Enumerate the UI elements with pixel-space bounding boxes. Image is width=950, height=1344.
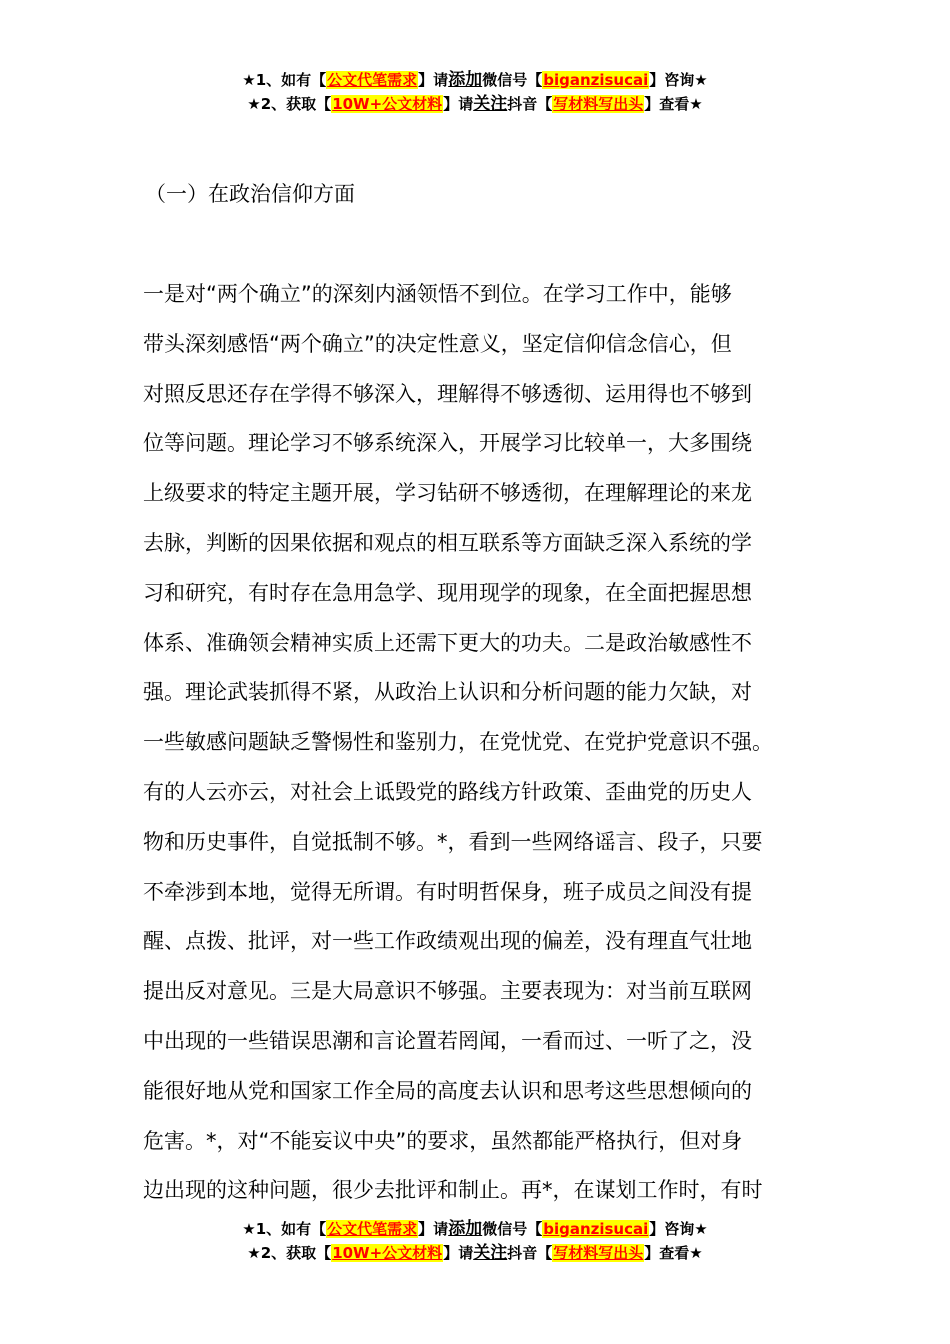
banner-emphasis: 关注: [473, 1243, 508, 1263]
body-line: 一是对“两个确立”的深刻内涵领悟不到位。在学习工作中，能够: [143, 282, 732, 306]
banner-highlight: 10W+公文材料: [332, 1244, 443, 1262]
banner-line-2: [0, 1241, 950, 1265]
body-line: 不牵涉到本地，觉得无所谓。有时明哲保身，班子成员之间没有提: [143, 879, 752, 904]
banner-line-1: [0, 68, 950, 92]
banner-highlight: 写材料写出头: [553, 1244, 644, 1262]
body-line: 边出现的这种问题，很少去批评和制止。再*，在谋划工作时，有时: [143, 1178, 763, 1203]
banner-highlight: biganzisucai: [543, 71, 649, 89]
banner-highlight: 公文代笔需求: [327, 71, 418, 89]
banner-highlight: biganzisucai: [543, 1220, 649, 1238]
body-paragraph: [143, 270, 823, 1216]
body-line: 对照反思还存在学得不够深入，理解得不够透彻、运用得也不够到: [143, 381, 752, 406]
banner-text: 】咨询★: [649, 71, 708, 89]
banner-text: ★2、获取【: [247, 95, 332, 113]
banner-text: 】请: [443, 1244, 474, 1262]
banner-text: 】查看★: [644, 1244, 703, 1262]
banner-line-1: [0, 1217, 950, 1241]
header-banner: [0, 68, 950, 116]
banner-text: 微信号【: [482, 71, 543, 89]
footer-banner: [0, 1217, 950, 1265]
body-line: 危害。*，对“不能妄议中央”的要求，虽然都能严格执行，但对身: [143, 1128, 743, 1153]
body-line: 习和研究，有时存在急用急学、现用现学的现象，在全面把握思想: [143, 580, 752, 605]
banner-text: ★1、如有【: [242, 71, 327, 89]
body-line: 强。理论武装抓得不紧，从政治上认识和分析问题的能力欠缺，对: [143, 680, 752, 705]
body-line: 带头深刻感悟“两个确立”的决定性意义，坚定信仰信念信心，但: [143, 331, 732, 356]
body-line: 位等问题。理论学习不够系统深入，开展学习比较单一，大多围绕: [143, 431, 752, 456]
banner-highlight: 写材料写出头: [553, 95, 644, 113]
body-line: 中出现的一些错误思潮和言论置若罔闻，一看而过、一听了之，没: [143, 1028, 752, 1053]
banner-text: ★2、获取【: [247, 1244, 332, 1262]
banner-emphasis: 添加: [448, 1219, 483, 1239]
banner-emphasis: 添加: [448, 70, 483, 90]
section-heading: （一）在政治信仰方面: [145, 182, 355, 206]
body-line: 体系、准确领会精神实质上还需下更大的功夫。二是政治敏感性不: [143, 630, 752, 655]
banner-highlight: 10W+公文材料: [332, 95, 443, 113]
body-line: 去脉，判断的因果依据和观点的相互联系等方面缺乏深入系统的学: [143, 530, 752, 555]
body-line: 能很好地从党和国家工作全局的高度去认识和思考这些思想倾向的: [143, 1078, 752, 1103]
body-line: 一些敏感问题缺乏警惕性和鉴别力，在党忧党、在党护党意识不强。: [143, 730, 773, 755]
banner-highlight: 公文代笔需求: [327, 1220, 418, 1238]
banner-text: 抖音【: [507, 95, 553, 113]
banner-text: 】请: [418, 1220, 449, 1238]
banner-emphasis: 关注: [473, 94, 508, 114]
body-line: 提出反对意见。三是大局意识不够强。主要表现为：对当前互联网: [143, 979, 752, 1004]
banner-text: 微信号【: [482, 1220, 543, 1238]
banner-text: ★1、如有【: [242, 1220, 327, 1238]
banner-text: 】查看★: [644, 95, 703, 113]
body-line: 有的人云亦云，对社会上诋毁党的路线方针政策、歪曲党的历史人: [143, 779, 752, 804]
banner-text: 】请: [443, 95, 474, 113]
banner-text: 】请: [418, 71, 449, 89]
banner-text: 抖音【: [507, 1244, 553, 1262]
body-line: 上级要求的特定主题开展，学习钻研不够透彻，在理解理论的来龙: [143, 481, 752, 506]
body-line: 醒、点拨、批评，对一些工作政绩观出现的偏差，没有理直气壮地: [143, 929, 752, 954]
banner-line-2: [0, 92, 950, 116]
banner-text: 】咨询★: [649, 1220, 708, 1238]
body-line: 物和历史事件，自觉抵制不够。*，看到一些网络谣言、段子，只要: [143, 829, 763, 854]
